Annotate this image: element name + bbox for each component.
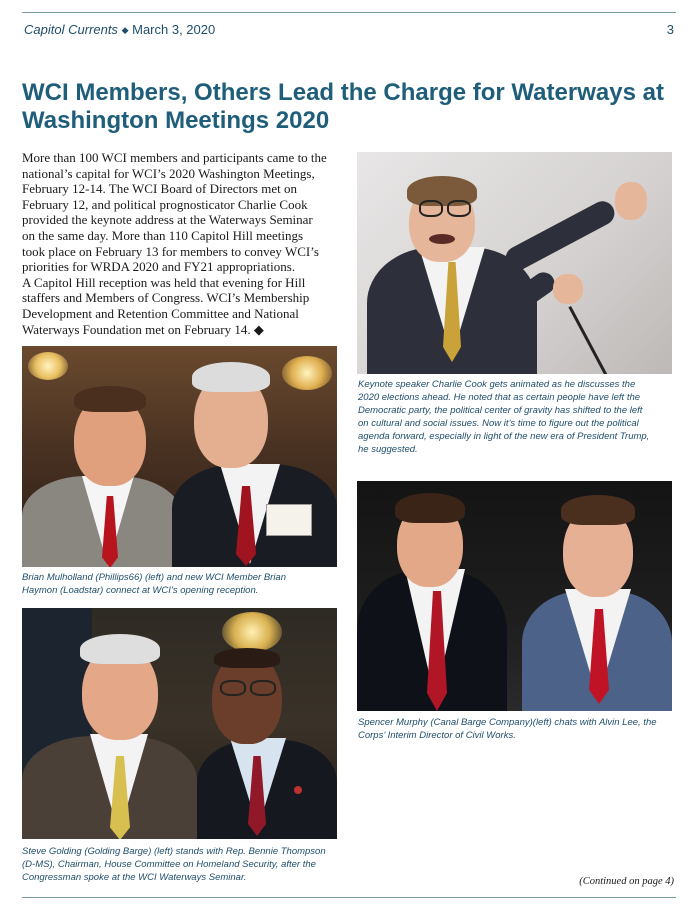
- photo-murphy-lee: [357, 481, 672, 711]
- photo-golding-thompson: [22, 608, 337, 839]
- publication-name: Capitol Currents: [24, 22, 118, 37]
- caption-charlie-cook: [358, 378, 674, 456]
- body-line: Waterways Foundation met on February 14. ◆: [22, 321, 264, 337]
- body-line: A Capitol Hill reception was held that evening for Hill: [22, 274, 306, 290]
- body-line: took place on February 13 for members to convey WCI’s: [22, 243, 319, 259]
- caption-mulholland-haymon: [22, 571, 340, 597]
- photo-mulholland-haymon: [22, 346, 337, 567]
- caption-line: (D-MS), Chairman, House Committee on Homeland Security, after the: [22, 859, 316, 870]
- photo-charlie-cook: [357, 152, 672, 374]
- body-line: provided the keynote address at the Waterways Seminar: [22, 212, 313, 228]
- body-line: on the same day. More than 110 Capitol Hill meetings: [22, 227, 304, 243]
- body-line: Development and Retention Committee and National: [22, 305, 299, 321]
- caption-line: Haymon (Loadstar) connect at WCI’s opening reception.: [22, 585, 259, 596]
- caption-line: he suggested.: [358, 444, 418, 455]
- caption-line: agenda forward, especially in light of the new era of President Trump,: [358, 431, 650, 442]
- article-body: [22, 150, 340, 337]
- caption-line: on cultural and social issues. Now it’s time to figure out the political: [358, 418, 639, 429]
- body-line: priorities for WRDA 2020 and FY21 appropriations.: [22, 259, 296, 275]
- page-number: 3: [666, 22, 674, 37]
- caption-murphy-lee: [358, 716, 674, 742]
- bottom-rule: [22, 897, 676, 898]
- masthead: [24, 22, 674, 37]
- caption-line: Spencer Murphy (Canal Barge Company)(left) chats with Alvin Lee, the: [358, 717, 657, 728]
- caption-line: Congressman spoke at the WCI Waterways Seminar.: [22, 872, 247, 883]
- caption-line: Steve Golding (Golding Barge) (left) stands with Rep. Bennie Thompson: [22, 846, 326, 857]
- issue-date: March 3, 2020: [132, 22, 216, 37]
- body-line: February 12-14. The WCI Board of Directors met on: [22, 181, 297, 197]
- headline-line-2: Washington Meetings 2020: [22, 107, 330, 134]
- masthead-separator: ◆: [121, 25, 129, 35]
- caption-golding-thompson: [22, 845, 340, 884]
- headline-line-1: WCI Members, Others Lead the Charge for Waterways at: [22, 79, 664, 106]
- body-line: February 12, and political prognosticator Charlie Cook: [22, 196, 308, 212]
- article-headline: [22, 79, 672, 135]
- continued-note: (Continued on page 4): [579, 876, 674, 887]
- top-rule: [22, 12, 676, 13]
- body-line: staffers and Members of Congress. WCI’s Membership: [22, 290, 310, 306]
- caption-line: Brian Mulholland (Phillips66) (left) and new WCI Member Brian: [22, 572, 286, 583]
- body-line: More than 100 WCI members and participants came to the: [22, 150, 327, 165]
- caption-line: Keynote speaker Charlie Cook gets animated as he discusses the: [358, 379, 636, 390]
- caption-line: 2020 elections ahead. He noted that as certain people have left the: [358, 392, 641, 403]
- caption-line: Democratic party, the political center of gravity has shifted to the left: [358, 405, 643, 416]
- body-line: national’s capital for WCI’s 2020 Washington Meetings,: [22, 165, 315, 181]
- caption-line: Corps’ Interim Director of Civil Works.: [358, 730, 516, 741]
